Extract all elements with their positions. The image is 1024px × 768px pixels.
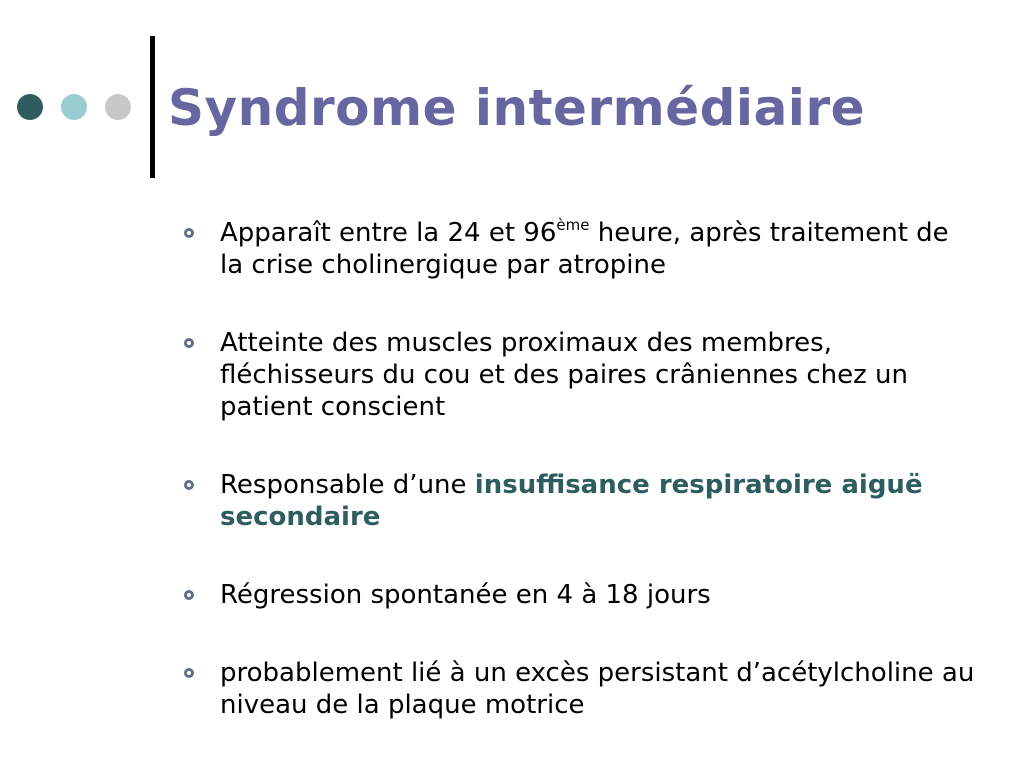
superscript: ème xyxy=(556,216,590,234)
bullet-text: Atteinte des muscles proximaux des membres, fléchisseurs du cou et des paires crâniennes chez un patient conscient xyxy=(220,328,908,422)
bullet-item xyxy=(180,327,980,423)
bullet-text: probablement lié à un excès persistant d’acétylcholine au niveau de la plaque motrice xyxy=(220,658,975,720)
bullet-text: Responsable d’une insuffisance respiratoire aiguë secondaire xyxy=(220,470,923,532)
bullet-list xyxy=(180,217,980,721)
bullet-item xyxy=(180,469,980,533)
highlighted-term: insuffisance respiratoire aiguë secondaire xyxy=(220,470,923,532)
dot-light-teal xyxy=(61,94,87,120)
title-divider-bar xyxy=(150,36,155,178)
dot-dark xyxy=(17,94,43,120)
bullet-item xyxy=(180,579,980,611)
slide-title: Syndrome intermédiaire xyxy=(168,79,866,137)
bullet-marker-icon xyxy=(184,590,194,600)
bullet-marker-icon xyxy=(184,480,194,490)
bullet-marker-icon xyxy=(184,228,194,238)
decorative-dots xyxy=(17,94,149,120)
bullet-marker-icon xyxy=(184,668,194,678)
bullet-marker-icon xyxy=(184,338,194,348)
bullet-text: Régression spontanée en 4 à 18 jours xyxy=(220,580,711,610)
bullet-item xyxy=(180,217,980,281)
bullet-item xyxy=(180,657,980,721)
bullet-text: Apparaît entre la 24 et 96ème heure, après traitement de la crise cholinergique par atropine xyxy=(220,216,949,280)
dot-grey xyxy=(105,94,131,120)
